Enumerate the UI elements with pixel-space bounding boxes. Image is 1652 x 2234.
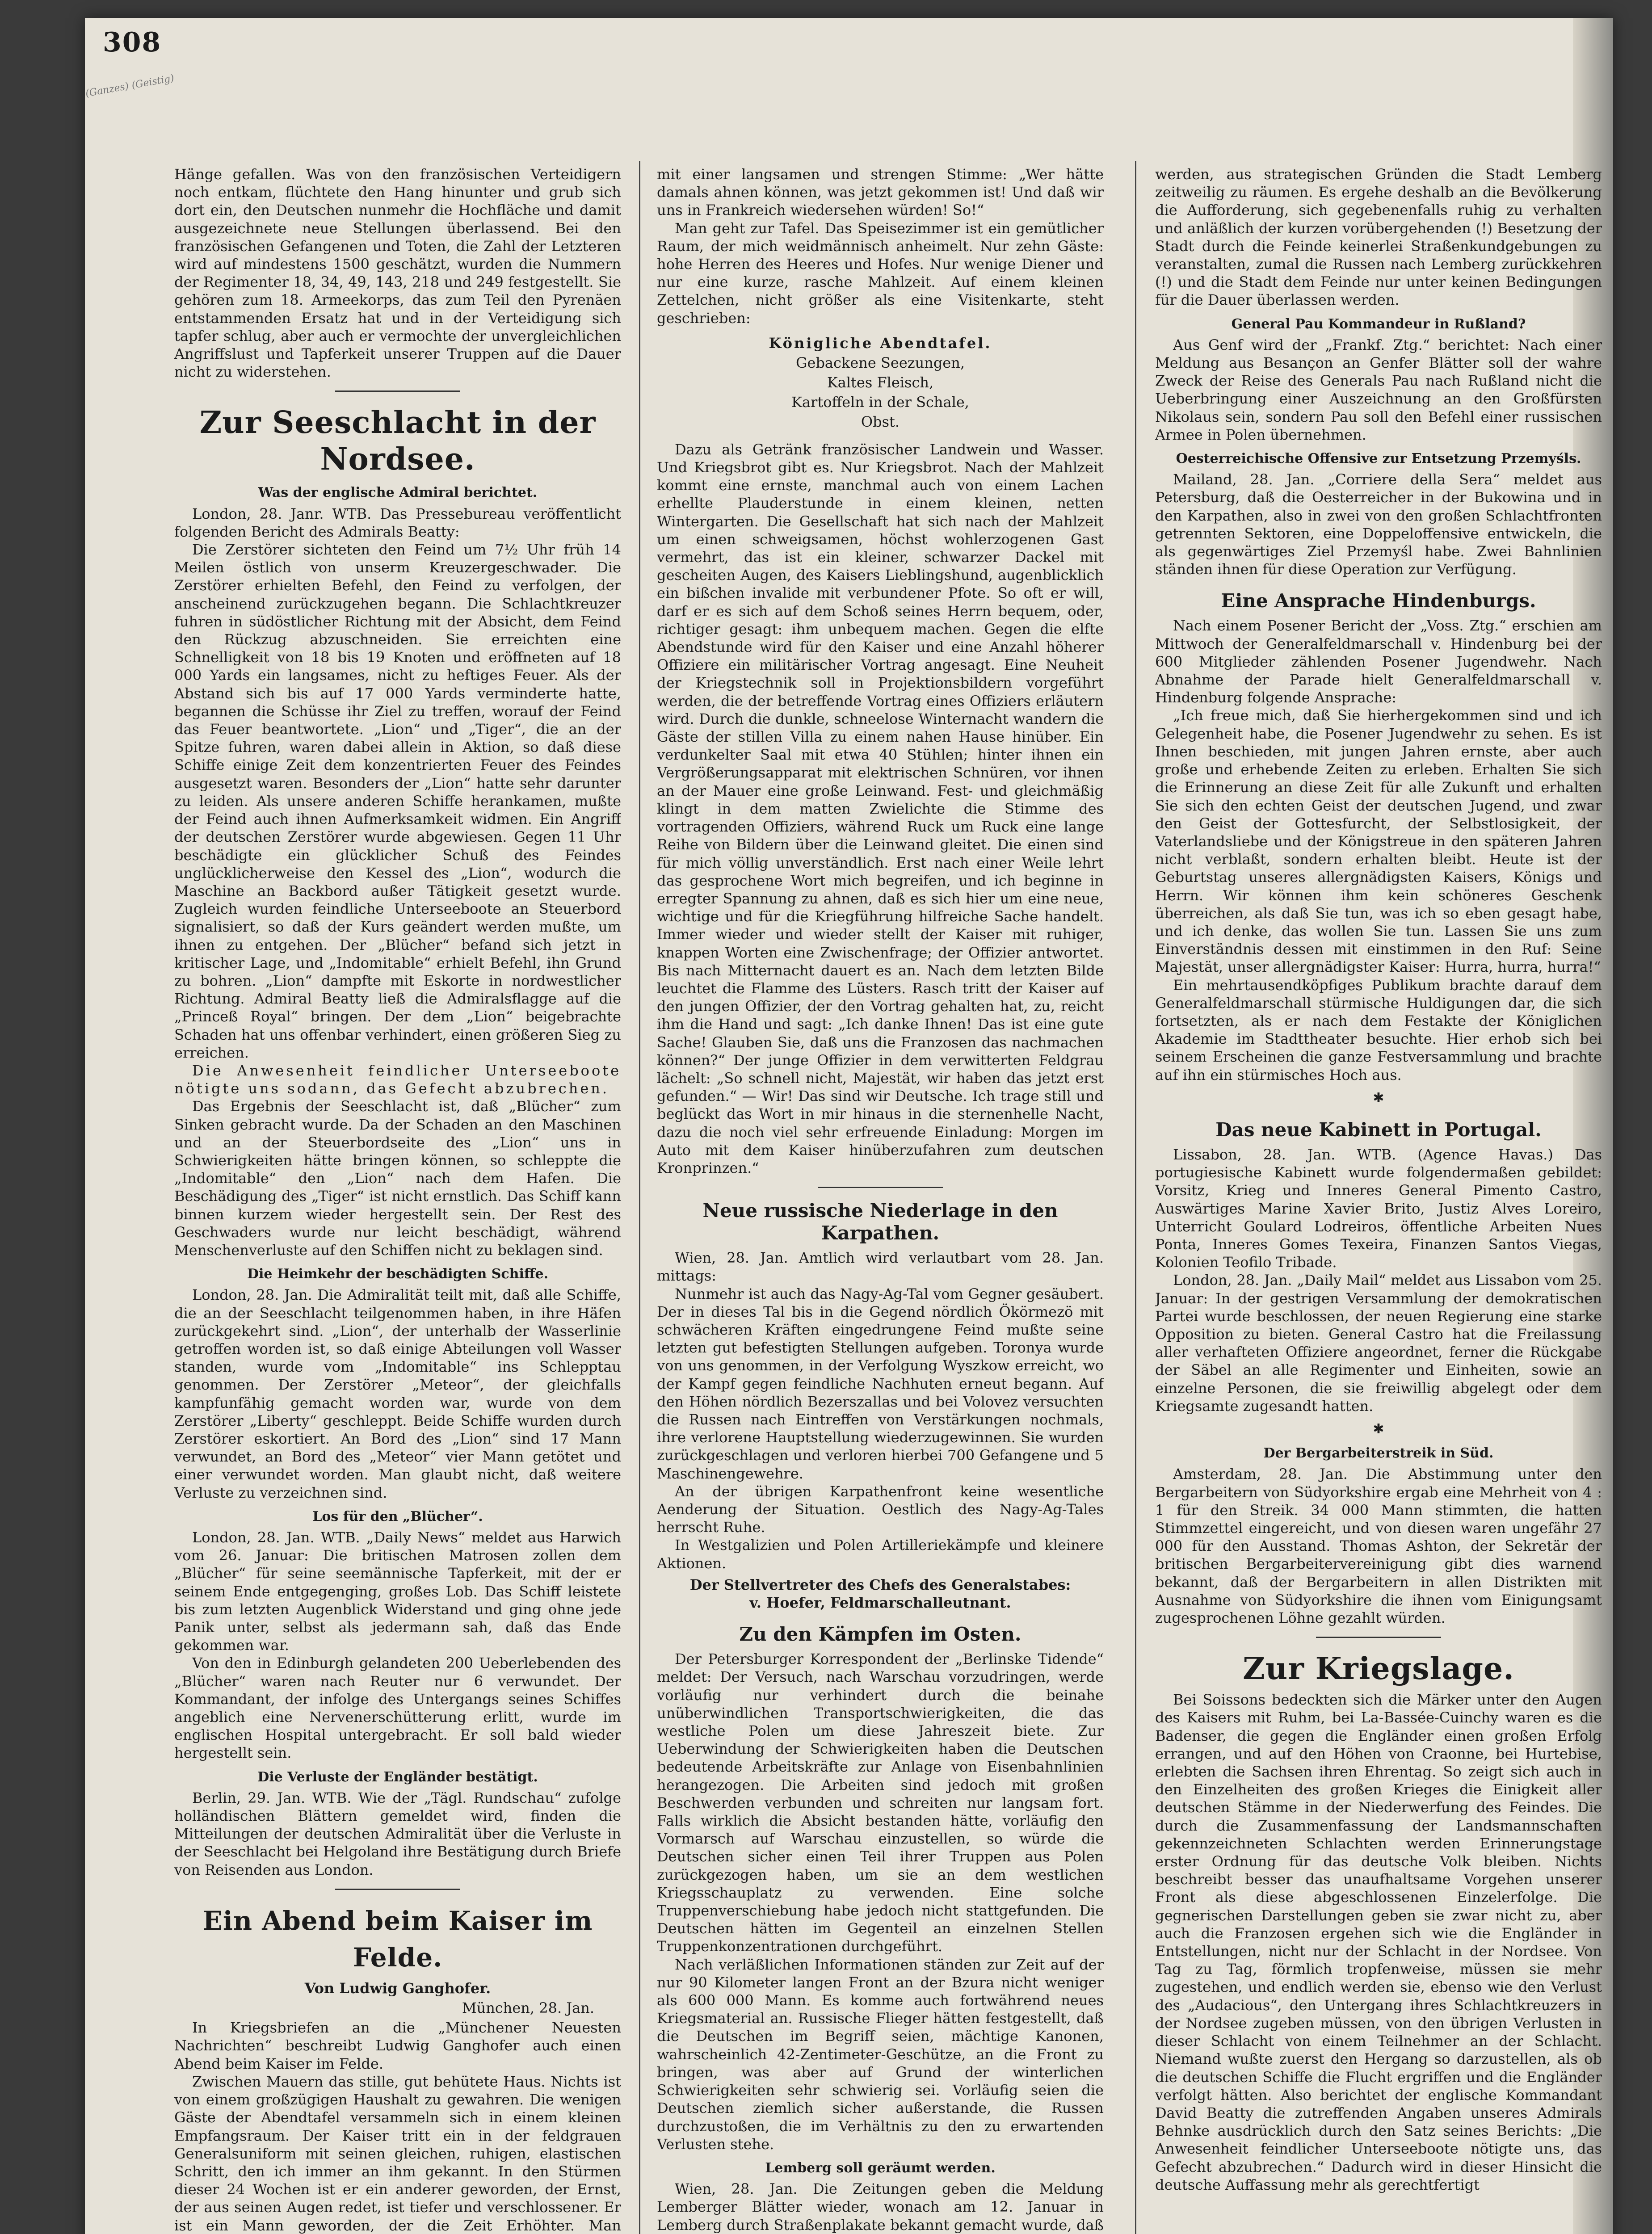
- paragraph: Amsterdam, 28. Jan. Die Abstimmung unter den Bergarbeitern von Südyorkshire ergab eine Mehrheit von 4 : 1 für den Streik. 34 000 Mann stimmten, die hatten Stimmzettel eingereicht, und von diesen waren ungefähr 27 000 für den Ausstand. Thomas Ashton, der Sekretär der britischen Bergarbeitervereinigung gibt dies warnend bekannt, daß der Bergarbeitern in allen Distrikten mit Ausnahme von Südyorkshire die ihnen vom Einigungsamt zugesprochenen Löhne gezahlt würden.: [1155, 1466, 1602, 1627]
- star-separator: ✱: [1373, 1421, 1384, 1437]
- paragraph: Dazu als Getränk französischer Landwein und Wasser. Und Kriegsbrot gibt es. Nur Kriegsbrot. Nach der Mahlzeit kommt eine ernste, manchmal auch von einem Lachen erhellte Plauderstunde in einem kleinen, netten Wintergarten. Die Gesellschaft hat sich nach der Mahlzeit um einen schweigsamen, höchst wohlerzogenen Gast vermehrt, das ist ein kleiner, schwarzer Dackel mit gescheiten Augen, des Kaisers Lieblingshund, augenblicklich ein bißchen invalide mit verbundener Pfote. So oft er will, darf er es sich auf dem Schoß seines Herrn bequem, oder, richtiger gesagt: ihm unbequem machen. Gegen die elfte Abendstunde wird für den Kaiser und eine Anzahl höherer Offiziere ein militärischer Vortrag angesagt. Eine Neuheit der Kriegstechnik soll in Projektionsbildern vorgeführt werden, die der betreffende Vortrag eines Offiziers erläutern wird. Durch die dunkle, schneelose Winternacht wandern die Gäste der stillen Villa zu einem nahen Hause hinüber. Ein verdunkelter Saal mit etwa 40 Stühlen; hinter ihnen ein Vergrößerungsapparat mit elektrischen Schnüren, vor ihnen an der Mauer eine große Leinwand. Fest- und gleichmäßig klingt in dem matten Zwielichte die Stimme des vortragenden Offiziers, während Ruck um Ruck eine lange Reihe von Bildern über die Leinwand gleitet. Die einen sind für mich völlig unverständlich. Erst nach einer Weile lehrt das gesprochene Wort mich begreifen, und ich beginne in erregter Spannung zu ahnen, daß es sich hier um eine neue, wichtige und für die Kriegführung hilfreiche Sache handelt. Immer wieder und wieder stellt der Kaiser mit ruhiger, knappen Worten eine Zwischenfrage; der Offizier antwortet. Bis nach Mitternacht dauert es an. Nach dem letzten Bilde leuchtet die Flamme des Lüsters. Rasch tritt der Kaiser auf den jungen Offizier, der den Vortrag gehalten hat, zu, reicht ihm die Hand und sagt: „Ich danke Ihnen! Das ist eine gute Sache! Glauben Sie, daß uns die Franzosen das nachmachen können?“ Der junge Offizier in dem verwitterten Feldgrau lächelt: „So schnell nicht, Majestät, wir haben das jetzt erst gefunden.“ — Wir! Das sind wir Deutsche. Ich trage still und beglückt das Wort in mir hinaus in die sternenhelle Nacht, dazu die noch viel sehr erfreuende Einladung: Morgen im Auto mit dem Kaiser hinüberzufahren zum deutschen Kronprinzen.“: [657, 441, 1104, 1176]
- menu-item: Gebackene Seezungen,: [795, 354, 965, 371]
- paragraph: In Kriegsbriefen an die „Münchener Neuesten Nachrichten“ beschreibt Ludwig Ganghofer auch einen Abend beim Kaiser im Felde.: [174, 2019, 621, 2072]
- menu-item: Obst.: [861, 413, 900, 430]
- menu-card: [657, 333, 1104, 432]
- subheadline: Die Heimkehr der beschädigten Schiffe.: [247, 1266, 549, 1282]
- column-1: [174, 165, 621, 2234]
- column-3: [1155, 165, 1602, 2234]
- paragraph: Der Petersburger Korrespondent der „Berlinske Tidende“ meldet: Der Versuch, nach Warschau vorzudringen, werde vorläufig nur verhindert durch die beinahe unüberwindlichen Transportschwierigkeiten, die das westliche Polen um diese Jahreszeit biete. Zur Ueberwindung der Schwierigkeiten haben die Deutschen bedeutende Arbeitskräfte zur Anlage von Eisenbahnlinien herangezogen. Die Arbeiten sind jedoch mit großen Beschwerden verbunden und schreiten nur langsam fort. Falls wirklich die Absicht bestanden hätte, vorläufig den Vormarsch auf Warschau einzustellen, so würde die Deutschen sicher einen Teil ihrer Truppen aus Polen zurückgezogen haben, um sie an dem westlichen Kriegsschauplatz zu verwenden. Eine solche Truppenverschiebung habe jedoch nicht stattgefunden. Die Deutschen hätten im Gegenteil an einzelnen Stellen Truppenkonzentrationen durchgeführt.: [657, 1650, 1104, 1955]
- headline-kriegslage: Zur Kriegslage.: [1243, 1651, 1514, 1687]
- paragraph: Nach einem Posener Bericht der „Voss. Ztg.“ erschien am Mittwoch der Generalfeldmarschall v. Hindenburg bei der 600 Mitglieder zählenden Posener Jugendwehr. Nach Abnahme der Parade hielt Generalfeldmarschall v. Hindenburg folgende Ansprache:: [1155, 617, 1602, 706]
- menu-item: Kartoffeln in der Schale,: [791, 393, 969, 411]
- subheadline: Oesterreichische Offensive zur Entsetzung Przemyśls.: [1176, 451, 1581, 467]
- paragraph: London, 28. Jan. Die Admiralität teilt mit, daß alle Schiffe, die an der Seeschlacht teilgenommen haben, in ihre Häfen zurückgekehrt sind. „Lion“, der unterhalb der Wasserlinie getroffen worden ist, so daß einige Abteilungen voll Wasser standen, wurde vom „Indomitable“ ins Schlepptau genommen. Der Zerstörer „Meteor“, der gleichfalls kampfunfähig gemacht worden war, wurde von dem Zerstörer „Liberty“ geschleppt. Beide Schiffe wurden durch Zerstörer eskortiert. An Bord des „Lion“ sind 17 Mann verwundet, an Bord des „Meteor“ vier Mann getötet und einer verwundet worden. Man glaubt nicht, daß weitere Verluste zu verzeichnen sind.: [174, 1286, 621, 1501]
- article-continuation: mit einer langsamen und strengen Stimme: „Wer hätte damals ahnen können, was jetzt gekommen ist! Und daß wir uns in Frankreich wiedersehen würden! So!“: [657, 166, 1104, 219]
- paragraph: In Westgalizien und Polen Artilleriekämpfe und kleinere Aktionen.: [657, 1537, 1104, 1572]
- headline-kaempfe-osten: Zu den Kämpfen im Osten.: [739, 1623, 1021, 1646]
- article-continuation: Hänge gefallen. Was von den französischen Verteidigern noch entkam, flüchtete den Hang hinunter und grub sich dort ein, den Deutschen nunmehr die Hochfläche und damit ausgezeichnete neue Stellungen überlassend. Bei den französischen Gefangenen und Toten, die Zahl der Letzteren wird auf mindestens 1500 geschätzt, wurden die Nummern der Regimenter 18, 34, 49, 143, 218 und 249 festgestellt. Sie gehören zum 18. Armeekorps, das zum Teil den Pyrenäen entstammenden Ersatz hat und in der Verteidigung sich tapfer schlug, aber auch er vermochte der unvergleichlichen Angriffslust und Tapferkeit unserer Truppen auf die Dauer nicht zu widerstehen.: [174, 166, 621, 381]
- paragraph: Nunmehr ist auch das Nagy-Ag-Tal vom Gegner gesäubert. Der in dieses Tal bis in die Gegend nördlich Ökörmezö mit schwächeren Kräften eingedrungene Feind mußte seine letzten gut befestigten Stellungen aufgeben. Toronya wurde von uns genommen, in der Verfolgung Wyszkow erreicht, wo der Kampf gegen feindliche Nachhuten erneut begann. Auf den Höhen nördlich Bezerszallas und bei Volovez versuchten die Russen nach Eintreffen von Verstärkungen nochmals, ihre verlorene Hauptstellung wiederzugewinnen. Sie wurden zurückgeschlagen und verloren hierbei 700 Gefangene und 5 Maschinengewehre.: [657, 1285, 1104, 1482]
- headline-hindenburg: Eine Ansprache Hindenburgs.: [1221, 590, 1536, 612]
- signature: [657, 1576, 1104, 1612]
- menu-title: Königliche Abendtafel.: [769, 334, 992, 352]
- pencil-annotation: (Ganzes) (Geistig): [84, 72, 175, 100]
- paragraph: Man geht zur Tafel. Das Speisezimmer ist ein gemütlicher Raum, der mich weidmännisch anheimelt. Nur zehn Gäste: hohe Herren des Heeres und Hofes. Nur wenige Diener und nur eine kurze, rasche Mahlzeit. Auf einem kleinen Zettelchen, nicht größer als eine Visitenkarte, steht geschrieben:: [657, 219, 1104, 327]
- paragraph: Die Anwesenheit feindlicher Unterseeboote nötigte uns sodann, das Gefecht abzubrechen.: [174, 1062, 621, 1097]
- subheadline: Der Bergarbeiterstreik in Süd.: [1263, 1445, 1494, 1461]
- signature-line: v. Hoefer, Feldmarschalleutnant.: [749, 1594, 1011, 1612]
- separator-rule: [335, 1889, 460, 1890]
- paragraph: London, 28. Jan. WTB. „Daily News“ meldet aus Harwich vom 26. Januar: Die britischen Matrosen zollen dem „Blücher“ für seine seemännische Tapferkeit, mit der er seinem Ende entgegenging, großes Lob. Das Schiff leistete bis zum letzten Augenblick Widerstand und ging ohne jede Panik unter, selbst als jedermann sah, daß das Ende gekommen war.: [174, 1529, 621, 1654]
- subheadline: General Pau Kommandeur in Rußland?: [1231, 316, 1526, 332]
- paragraph: Die Zerstörer sichteten den Feind um 7½ Uhr früh 14 Meilen östlich von unserm Kreuzergeschwader. Die Zerstörer erhielten Befehl, den Feind zu verfolgen, der anscheinend zurückzugehen begann. Die Schlachtkreuzer fuhren in südöstlicher Richtung mit der Absicht, dem Feind den Rückzug abzuschneiden. Sie erreichten eine Schnelligkeit von 18 bis 19 Knoten und eröffneten auf 18 000 Yards ein langsames, nicht zu heftiges Feuer. Als der Abstand sich bis auf 17 000 Yards verminderte hatte, begannen die Schüsse ihr Ziel zu treffen, worauf der Feind das Feuer beantwortete. „Lion“ und „Tiger“, die an der Spitze fuhren, waren dabei allein in Aktion, so daß diese Schiffe einige Zeit dem konzentrierten Feuer des Feindes ausgesetzt waren. Besonders der „Lion“ hatte sehr darunter zu leiden. Als unsere anderen Schiffe herankamen, mußte der Feind auch ihnen Aufmerksamkeit widmen. Ein Angriff der deutschen Zerstörer wurde abgewiesen. Gegen 11 Uhr beschädigte ein glücklicher Schuß des Feindes unglücklicherweise den Kessel des „Lion“, wodurch die Maschine an Backbord außer Tätigkeit gesetzt wurde. Zugleich wurden feindliche Unterseeboote an Steuerbord signalisiert, so daß der Kurs geändert werden mußte, um ihnen zu entgehen. Der „Blücher“ befand sich jetzt in kritischer Lage, und „Indomitable“ erhielt Befehl, ihn Grund zu bohren. „Lion“ dampfte mit Eskorte in nordwestlicher Richtung. Admiral Beatty ließ die Admiralsflagge auf die „Princeß Royal“ bringen. Der dem „Lion“ beigebrachte Schaden hat uns offenbar verhindert, einen größeren Sieg zu erreichen.: [174, 541, 621, 1061]
- paragraph: Mailand, 28. Jan. „Corriere della Sera“ meldet aus Petersburg, daß die Oesterreicher in der Bukowina und in den Karpathen, also in zwei von den großen Schlachtfronten getrennten Sektoren, eine Doppeloffensive entwickeln, die als gegenwärtiges Ziel Przemyśl habe. Zwei Bahnlinien ständen ihnen für diese Operation zur Verfügung.: [1155, 471, 1602, 578]
- article-continuation: werden, aus strategischen Gründen die Stadt Lemberg zeitweilig zu räumen. Es ergehe deshalb an die Bevölkerung die Aufforderung, sich gegebenenfalls ruhig zu verhalten und anläßlich der kurzen vorübergehenden (!) Besetzung der Stadt durch die Feinde keinerlei Straßenkundgebungen zu veranstalten, zumal die Russen nach Lemberg zurückkehren (!) und die Stadt dem Feinde nur unter keinen Bedingungen für die Dauer überlassen werden.: [1155, 166, 1602, 309]
- column-divider: [639, 161, 640, 2234]
- headline-abend-beim-kaiser: Ein Abend beim Kaiser im Felde.: [202, 1905, 593, 1973]
- separator-rule: [1316, 1637, 1441, 1638]
- paragraph: Lissabon, 28. Jan. WTB. (Agence Havas.) Das portugiesische Kabinett wurde folgendermaßen gebildet: Vorsitz, Krieg und Inneres General Pimento Castro, Auswärtiges Marine Xavier Brito, Justiz Alves Loreiro, Unterricht Goulard Lodreiros, öffentliche Arbeiten Nues Ponta, Inneres Gomes Texeira, Finanzen Santos Viegas, Kolonien Teofilo Tribade.: [1155, 1146, 1602, 1271]
- dateline: München, 28. Jan.: [462, 1999, 594, 2017]
- byline: Von Ludwig Ganghofer.: [304, 1979, 491, 1997]
- headline-karpathen: Neue russische Niederlage in den Karpathen.: [702, 1200, 1058, 1244]
- separator-rule: [335, 391, 460, 392]
- headline-seeschlacht: Zur Seeschlacht in der Nordsee.: [199, 405, 596, 478]
- paragraph: Wien, 28. Jan. Amtlich wird verlautbart vom 28. Jan. mittags:: [657, 1249, 1104, 1285]
- paragraph: Das Ergebnis der Seeschlacht ist, daß „Blücher“ zum Sinken gebracht wurde. Da der Schaden an den Maschinen und an der Steuerbordseite des „Lion“ uns in Schwierigkeiten hätte bringen können, so schleppte die „Indomitable“ den „Lion“ nach dem Hafen. Die Beschädigung des „Tiger“ ist nicht ernstlich. Das Schiff kann binnen kurzem wieder hergestellt sein. Der Rest des Geschwaders wurde nur leicht beschädigt, während Menschenverluste auf den Schiffen nicht zu beklagen sind.: [174, 1098, 621, 1259]
- paragraph: Aus Genf wird der „Frankf. Ztg.“ berichtet: Nach einer Meldung aus Besançon an Genfer Blätter soll der wahre Zweck der Reise des Generals Pau nach Rußland nicht die Ueberbringung einer Auszeichnung an den Großfürsten Nikolaus sein, sondern Pau soll den Befehl einer russischen Armee in Polen übernehmen.: [1155, 336, 1602, 443]
- paragraph: London, 28. Jan. „Daily Mail“ meldet aus Lissabon vom 25. Januar: In der gestrigen Versammlung der demokratischen Partei wurde beschlossen, der neuen Regierung eine starke Opposition zu bieten. General Castro hat die Freilassung aller verhafteten Offiziere angeordnet, ferner die Rückgabe der Säbel an alle Regimenter und Einheiten, sowie an einzelne Personen, die sie freiwillig abgelegt oder dem Kriegsamte zugesandt hatten.: [1155, 1272, 1602, 1415]
- column-2: [657, 165, 1104, 2234]
- paragraph: Zwischen Mauern das stille, gut behütete Haus. Nichts ist von einem großzügigen Haushalt zu gewahren. Die wenigen Gäste der Abendtafel versammeln sich in einem kleinen Empfangsraum. Der Kaiser tritt ein in der feldgrauen Generalsuniform mit seinen gleichen, ruhigen, elastischen Schritt, den ich immer an ihm gekannt. In den Stürmen dieser 24 Wochen ist er ein anderer geworden, der Ernst, der aus seinen Augen redet, ist tiefer und verschlossener. Er ist ein Mann geworden, der die Zeit Erhöhter. Man: [174, 2073, 621, 2234]
- paragraph: An der übrigen Karpathenfront keine wesentliche Aenderung der Situation. Oestlich des Nagy-Ag-Tales herrscht Ruhe.: [657, 1482, 1104, 1536]
- subheadline: Lemberg soll geräumt werden.: [765, 2160, 996, 2176]
- subheadline: Was der englische Admiral berichtet.: [258, 485, 538, 501]
- paragraph: London, 28. Janr. WTB. Das Pressebureau veröffentlicht folgenden Bericht des Admirals Beatty:: [174, 505, 621, 540]
- column-divider: [1135, 161, 1136, 2234]
- paragraph: Ein mehrtausendköpfiges Publikum brachte darauf dem Generalfeldmarschall stürmische Huldigungen dar, die sich fortsetzten, als er nach dem Festakte der Königlichen Akademie im Stadttheater besuchte. Hier erhob sich bei seinem Erscheinen die ganze Festversammlung und brachte auf ihn ein stürmisches Hoch aus.: [1155, 976, 1602, 1083]
- signature-line: Der Stellvertreter des Chefs des Generalstabes:: [689, 1576, 1071, 1593]
- paragraph: Berlin, 29. Jan. WTB. Wie der „Tägl. Rundschau“ zufolge holländischen Blättern gemeldet wird, finden die Mitteilungen der deutschen Admiralität über die Verluste in der Seeschlacht bei Helgoland ihre Bestätigung durch Briefe von Reisenden aus London.: [174, 1789, 621, 1878]
- paragraph: Wien, 28. Jan. Die Zeitungen geben die Meldung Lemberger Blätter wieder, wonach am 12. Januar in Lemberg durch Straßenplakate bekannt gemacht wurde, daß: [657, 2180, 1104, 2234]
- menu-item: Kaltes Fleisch,: [827, 374, 934, 391]
- star-separator: ✱: [1373, 1090, 1384, 1106]
- paragraph: Bei Soissons bedeckten sich die Märker unter den Augen des Kaisers mit Ruhm, bei La-Bassée-Cuinchy waren es die Badenser, die gegen die Engländer einen großen Erfolg errangen, und auf den Höhen von Craonne, bei Hurtebise, erlebten die Sachsen ihren Ehrentag. So zeigt sich auch in den Einzelheiten des großen Krieges die Einigkeit aller deutschen Stämme in der Niederwerfung des Feindes. Die durch die Zusammenfassung der Landsmannschaften gekennzeichneten Schlachten werden Erinnerungstage erster Ordnung für das deutsche Volk bleiben. Nichts beschreibt besser das unaufhaltsame Vorgehen unserer Front als diese abgeschlossenen Einzelerfolge. Die gegnerischen Darstellungen geben sie zwar nicht zu, aber auch die Franzosen ergehen sich wie die Engländer in Entstellungen, nicht nur der Schlacht in der Nordsee. Von Tag zu Tag, förmlich tropfenweise, müssen sie mehr zugestehen, und endlich werden sie, ebenso wie den Verlust des „Audacious“, den Untergang ihres Schlachtkreuzers in der Nordsee zugeben müssen, von den übrigen Verlusten in dieser Schlacht von einem Teilnehmer an der Schlacht. Niemand wußte zuerst den Hergang so darzustellen, als ob die deutschen Schiffe die Flucht ergriffen und die Engländer verfolgt hätten. Also berichtet der englische Kommandant David Beatty die zutreffenden Angaben unseres Admirals Behnke ausdrücklich durch den Satz seines Berichts: „Die Anwesenheit feindlicher Unterseeboote nötigte uns, das Gefecht abzubrechen.“ Dadurch wird in dieser Hinsicht die deutsche Auffassung mehr als gerechtfertigt: [1155, 1691, 1602, 2193]
- separator-rule: [818, 1187, 943, 1188]
- paragraph: Von den in Edinburgh gelandeten 200 Ueberlebenden des „Blücher“ waren nach Reuter nur 6 verwundet. Der Kommandant, der infolge des Untergangs seines Schiffes angeblich eine Nervenerschütterung erlitt, wurde im englischen Hospital untergebracht. Er soll bald wieder hergestellt sein.: [174, 1655, 621, 1762]
- newspaper-page: [85, 18, 1613, 2234]
- page-number: 308: [103, 27, 162, 58]
- paragraph: Nach verläßlichen Informationen ständen zur Zeit auf der nur 90 Kilometer langen Front an der Bzura nicht weniger als 600 000 Mann. Es komme auch fortwährend neues Kriegsmaterial an. Russische Flieger hätten festgestellt, daß die Deutschen im Begriff seien, mächtige Kanonen, wahrscheinlich 42-Zentimeter-Geschütze, an die Front zu bringen, was aber auf Grund der winterlichen Schwierigkeiten sehr schwierig sei. Vorläufig seien die Deutschen ziemlich sicher außerstande, die Russen durchzustoßen, die im Verhältnis zu den zu erwartenden Verlusten stehe.: [657, 1956, 1104, 2153]
- subheadline: Die Verluste der Engländer bestätigt.: [257, 1769, 538, 1785]
- headline-portugal: Das neue Kabinett in Portugal.: [1215, 1118, 1542, 1141]
- subheadline: Los für den „Blücher“.: [312, 1508, 483, 1524]
- paragraph: „Ich freue mich, daß Sie hierhergekommen sind und ich Gelegenheit habe, die Posener Jugendwehr zu sehen. Es ist Ihnen beschieden, mit jungen Jahren ernste, aber auch große und erhebende Zeiten zu erleben. Erhalten Sie sich die Erinnerung an diese Zeit für alle Zukunft und erhalten Sie sich den echten Geist der deutschen Jugend, und zwar den Geist der Gottesfurcht, der Selbstlosigkeit, der Vaterlandsliebe und der Königstreue in den späteren Jahren nicht verblaßt, sondern erhalten bleibt. Heute ist der Geburtstag unseres allergnädigsten Kaisers, Königs und Herrn. Wir können ihm kein schöneres Geschenk überreichen, als daß Sie tun, was ich so eben gesagt habe, und ich denke, das wollen Sie tun. Lassen Sie uns zum Einverständnis dessen mit einstimmen in den Ruf: Seine Majestät, unser allergnädigster Kaiser: Hurra, hurra, hurra!“: [1155, 707, 1602, 976]
